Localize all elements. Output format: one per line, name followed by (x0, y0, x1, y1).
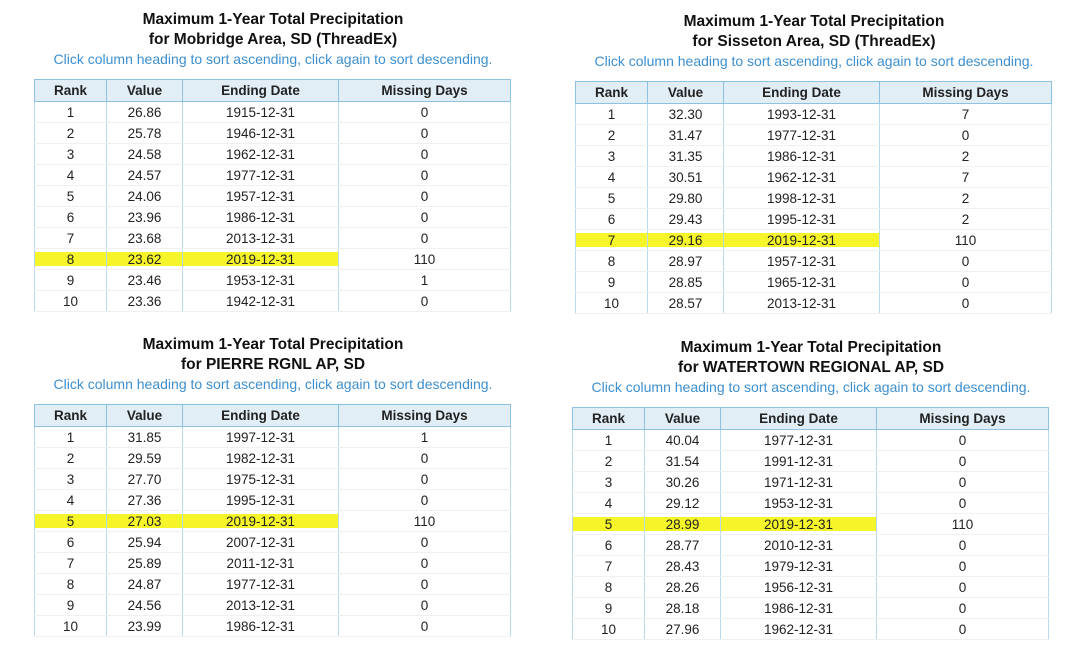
cell-missing-days: 0 (877, 577, 1049, 598)
cell-missing-days: 0 (877, 598, 1049, 619)
cell-ending-date: 1971-12-31 (721, 472, 877, 493)
ranking-table (575, 81, 1052, 314)
cell-value: 30.26 (645, 472, 721, 493)
column-header-missing-days[interactable]: Missing Days (880, 82, 1052, 104)
cell-missing-days: 0 (880, 251, 1052, 272)
cell-rank: 3 (576, 146, 648, 167)
cell-missing-days: 0 (339, 490, 511, 511)
cell-ending-date: 1957-12-31 (183, 186, 339, 207)
table-row (35, 532, 511, 553)
table-row (35, 165, 511, 186)
cell-rank: 9 (576, 272, 648, 293)
table-row (573, 556, 1049, 577)
cell-value: 27.36 (107, 490, 183, 511)
highlighted-row (573, 514, 1049, 535)
title-line-2: for Mobridge Area, SD (ThreadEx) (148, 31, 398, 48)
sort-hint: Click column heading to sort ascending, click again to sort descending. (591, 379, 1031, 395)
cell-missing-days: 0 (877, 535, 1049, 556)
cell-missing-days: 0 (880, 125, 1052, 146)
cell-missing-days: 0 (877, 430, 1049, 451)
cell-missing-days: 0 (339, 553, 511, 574)
cell-rank: 10 (576, 293, 648, 314)
cell-ending-date: 1998-12-31 (724, 188, 880, 209)
cell-ending-date: 2019-12-31 (724, 230, 880, 251)
cell-value: 23.99 (107, 616, 183, 637)
table-row (35, 228, 511, 249)
column-header-ending-date[interactable]: Ending Date (724, 82, 880, 104)
cell-ending-date: 1953-12-31 (721, 493, 877, 514)
cell-ending-date: 2019-12-31 (721, 514, 877, 535)
cell-value: 25.78 (107, 123, 183, 144)
table-row (573, 598, 1049, 619)
cell-value: 26.86 (107, 102, 183, 123)
cell-ending-date: 2010-12-31 (721, 535, 877, 556)
column-header-missing-days[interactable]: Missing Days (877, 408, 1049, 430)
cell-ending-date: 1962-12-31 (721, 619, 877, 640)
cell-ending-date: 1982-12-31 (183, 448, 339, 469)
cell-value: 31.85 (107, 427, 183, 448)
cell-value: 31.47 (648, 125, 724, 146)
panel-pierre (34, 335, 512, 637)
cell-value: 29.12 (645, 493, 721, 514)
cell-rank: 4 (573, 493, 645, 514)
sort-hint: Click column heading to sort ascending, click again to sort descending. (53, 51, 493, 67)
cell-value: 30.51 (648, 167, 724, 188)
cell-value: 24.58 (107, 144, 183, 165)
cell-value: 28.99 (645, 514, 721, 535)
cell-value: 29.16 (648, 230, 724, 251)
highlighted-row (35, 511, 511, 532)
cell-value: 28.77 (645, 535, 721, 556)
table-row (573, 535, 1049, 556)
cell-missing-days: 0 (339, 616, 511, 637)
cell-rank: 7 (573, 556, 645, 577)
cell-rank: 8 (35, 574, 107, 595)
cell-value: 25.89 (107, 553, 183, 574)
cell-value: 31.35 (648, 146, 724, 167)
cell-missing-days: 0 (339, 448, 511, 469)
cell-ending-date: 2019-12-31 (183, 249, 339, 270)
cell-value: 32.30 (648, 104, 724, 125)
cell-ending-date: 1942-12-31 (183, 291, 339, 312)
table-row (35, 595, 511, 616)
cell-rank: 6 (576, 209, 648, 230)
cell-ending-date: 1965-12-31 (724, 272, 880, 293)
cell-value: 29.80 (648, 188, 724, 209)
table-row (576, 167, 1052, 188)
column-header-ending-date[interactable]: Ending Date (721, 408, 877, 430)
cell-missing-days: 110 (339, 249, 511, 270)
cell-missing-days: 0 (339, 291, 511, 312)
table-row (576, 293, 1052, 314)
cell-rank: 8 (573, 577, 645, 598)
cell-rank: 8 (35, 249, 107, 270)
cell-missing-days: 1 (339, 270, 511, 291)
cell-missing-days: 2 (880, 188, 1052, 209)
table-row (576, 125, 1052, 146)
cell-missing-days: 110 (880, 230, 1052, 251)
cell-missing-days: 0 (339, 469, 511, 490)
table-row (35, 270, 511, 291)
cell-value: 28.26 (645, 577, 721, 598)
cell-missing-days: 0 (877, 472, 1049, 493)
cell-ending-date: 2013-12-31 (183, 595, 339, 616)
title-line-1: Maximum 1-Year Total Precipitation (142, 336, 404, 353)
cell-missing-days: 0 (339, 207, 511, 228)
cell-rank: 7 (576, 230, 648, 251)
title-line-2: for WATERTOWN REGIONAL AP, SD (677, 359, 945, 376)
cell-missing-days: 2 (880, 146, 1052, 167)
title-line-1: Maximum 1-Year Total Precipitation (680, 339, 942, 356)
cell-rank: 7 (35, 228, 107, 249)
table-row (35, 616, 511, 637)
cell-value: 28.85 (648, 272, 724, 293)
table-row (35, 207, 511, 228)
cell-rank: 9 (35, 595, 107, 616)
column-header-value[interactable]: Value (107, 80, 183, 102)
cell-rank: 10 (35, 291, 107, 312)
cell-ending-date: 1977-12-31 (724, 125, 880, 146)
cell-rank: 1 (35, 102, 107, 123)
cell-rank: 10 (573, 619, 645, 640)
cell-value: 27.70 (107, 469, 183, 490)
cell-rank: 2 (573, 451, 645, 472)
table-row (35, 102, 511, 123)
column-header-rank[interactable]: Rank (576, 82, 648, 104)
table-row (35, 427, 511, 448)
table-row (35, 574, 511, 595)
table-row (576, 146, 1052, 167)
cell-rank: 2 (35, 448, 107, 469)
table-header-row (35, 405, 511, 427)
cell-missing-days: 0 (339, 144, 511, 165)
cell-value: 23.62 (107, 249, 183, 270)
cell-ending-date: 1962-12-31 (183, 144, 339, 165)
cell-rank: 3 (35, 144, 107, 165)
column-header-ending-date[interactable]: Ending Date (183, 405, 339, 427)
table-header-row (576, 82, 1052, 104)
cell-rank: 4 (35, 490, 107, 511)
cell-rank: 6 (35, 207, 107, 228)
cell-ending-date: 1986-12-31 (183, 207, 339, 228)
panel-title (572, 338, 1050, 378)
cell-rank: 9 (35, 270, 107, 291)
cell-missing-days: 110 (877, 514, 1049, 535)
cell-missing-days: 0 (339, 123, 511, 144)
table-row (35, 553, 511, 574)
cell-value: 29.59 (107, 448, 183, 469)
panel-title (34, 10, 512, 50)
cell-rank: 10 (35, 616, 107, 637)
cell-ending-date: 1995-12-31 (183, 490, 339, 511)
cell-ending-date: 1977-12-31 (183, 165, 339, 186)
table-row (576, 209, 1052, 230)
cell-value: 24.06 (107, 186, 183, 207)
cell-missing-days: 0 (339, 574, 511, 595)
cell-missing-days: 0 (339, 186, 511, 207)
column-header-value[interactable]: Value (648, 82, 724, 104)
table-row (35, 144, 511, 165)
table-row (576, 251, 1052, 272)
cell-missing-days: 0 (877, 619, 1049, 640)
cell-missing-days: 1 (339, 427, 511, 448)
cell-rank: 5 (573, 514, 645, 535)
sort-hint: Click column heading to sort ascending, click again to sort descending. (594, 53, 1034, 69)
table-row (573, 430, 1049, 451)
column-header-missing-days[interactable]: Missing Days (339, 80, 511, 102)
title-line-1: Maximum 1-Year Total Precipitation (142, 11, 404, 28)
cell-rank: 1 (35, 427, 107, 448)
cell-ending-date: 2011-12-31 (183, 553, 339, 574)
cell-value: 23.96 (107, 207, 183, 228)
table-row (35, 469, 511, 490)
sort-hint: Click column heading to sort ascending, click again to sort descending. (53, 376, 493, 392)
column-header-value[interactable]: Value (645, 408, 721, 430)
cell-value: 28.18 (645, 598, 721, 619)
table-row (573, 619, 1049, 640)
panel-title (575, 12, 1053, 52)
cell-value: 28.57 (648, 293, 724, 314)
cell-rank: 5 (576, 188, 648, 209)
ranking-table (34, 79, 511, 312)
cell-missing-days: 110 (339, 511, 511, 532)
cell-missing-days: 7 (880, 104, 1052, 125)
ranking-table (572, 407, 1049, 640)
cell-value: 28.43 (645, 556, 721, 577)
cell-rank: 3 (35, 469, 107, 490)
column-header-missing-days[interactable]: Missing Days (339, 405, 511, 427)
cell-value: 29.43 (648, 209, 724, 230)
cell-rank: 6 (35, 532, 107, 553)
cell-ending-date: 1957-12-31 (724, 251, 880, 272)
cell-ending-date: 1979-12-31 (721, 556, 877, 577)
cell-value: 24.87 (107, 574, 183, 595)
cell-ending-date: 1977-12-31 (183, 574, 339, 595)
cell-ending-date: 1986-12-31 (721, 598, 877, 619)
table-row (576, 104, 1052, 125)
column-header-ending-date[interactable]: Ending Date (183, 80, 339, 102)
cell-ending-date: 1977-12-31 (721, 430, 877, 451)
cell-rank: 2 (576, 125, 648, 146)
cell-value: 31.54 (645, 451, 721, 472)
table-row (573, 451, 1049, 472)
cell-rank: 7 (35, 553, 107, 574)
cell-rank: 1 (576, 104, 648, 125)
cell-rank: 1 (573, 430, 645, 451)
cell-value: 27.96 (645, 619, 721, 640)
cell-rank: 4 (576, 167, 648, 188)
cell-value: 23.46 (107, 270, 183, 291)
column-header-rank[interactable]: Rank (573, 408, 645, 430)
table-row (573, 493, 1049, 514)
cell-ending-date: 1993-12-31 (724, 104, 880, 125)
title-line-2: for PIERRE RGNL AP, SD (180, 356, 366, 373)
cell-missing-days: 0 (877, 451, 1049, 472)
cell-value: 28.97 (648, 251, 724, 272)
cell-ending-date: 1995-12-31 (724, 209, 880, 230)
title-line-1: Maximum 1-Year Total Precipitation (683, 13, 945, 30)
table-row (35, 448, 511, 469)
cell-missing-days: 7 (880, 167, 1052, 188)
column-header-rank[interactable]: Rank (35, 405, 107, 427)
cell-rank: 2 (35, 123, 107, 144)
cell-rank: 4 (35, 165, 107, 186)
title-line-2: for Sisseton Area, SD (ThreadEx) (692, 33, 936, 50)
cell-ending-date: 1953-12-31 (183, 270, 339, 291)
cell-rank: 8 (576, 251, 648, 272)
cell-missing-days: 0 (877, 556, 1049, 577)
cell-ending-date: 1915-12-31 (183, 102, 339, 123)
table-row (35, 123, 511, 144)
cell-value: 25.94 (107, 532, 183, 553)
cell-rank: 6 (573, 535, 645, 556)
cell-ending-date: 2019-12-31 (183, 511, 339, 532)
cell-missing-days: 0 (880, 293, 1052, 314)
cell-ending-date: 1997-12-31 (183, 427, 339, 448)
table-row (35, 186, 511, 207)
table-row (35, 490, 511, 511)
column-header-value[interactable]: Value (107, 405, 183, 427)
table-row (573, 577, 1049, 598)
cell-value: 27.03 (107, 511, 183, 532)
table-row (35, 291, 511, 312)
cell-value: 40.04 (645, 430, 721, 451)
cell-rank: 9 (573, 598, 645, 619)
table-row (576, 188, 1052, 209)
cell-ending-date: 1962-12-31 (724, 167, 880, 188)
cell-value: 23.36 (107, 291, 183, 312)
cell-ending-date: 1975-12-31 (183, 469, 339, 490)
cell-ending-date: 1956-12-31 (721, 577, 877, 598)
panel-title (34, 335, 512, 375)
highlighted-row (576, 230, 1052, 251)
cell-value: 23.68 (107, 228, 183, 249)
highlighted-row (35, 249, 511, 270)
cell-ending-date: 2007-12-31 (183, 532, 339, 553)
cell-missing-days: 0 (339, 595, 511, 616)
column-header-rank[interactable]: Rank (35, 80, 107, 102)
panel-watertown (572, 338, 1050, 640)
cell-missing-days: 0 (880, 272, 1052, 293)
cell-ending-date: 2013-12-31 (183, 228, 339, 249)
cell-missing-days: 0 (339, 228, 511, 249)
cell-rank: 5 (35, 511, 107, 532)
table-header-row (35, 80, 511, 102)
ranking-table (34, 404, 511, 637)
cell-missing-days: 0 (339, 102, 511, 123)
table-row (576, 272, 1052, 293)
cell-ending-date: 1986-12-31 (183, 616, 339, 637)
cell-missing-days: 2 (880, 209, 1052, 230)
cell-ending-date: 1991-12-31 (721, 451, 877, 472)
panel-sisseton (575, 12, 1053, 314)
panel-mobridge (34, 10, 512, 312)
cell-ending-date: 1986-12-31 (724, 146, 880, 167)
cell-missing-days: 0 (339, 532, 511, 553)
cell-rank: 5 (35, 186, 107, 207)
cell-value: 24.57 (107, 165, 183, 186)
table-header-row (573, 408, 1049, 430)
cell-missing-days: 0 (339, 165, 511, 186)
cell-value: 24.56 (107, 595, 183, 616)
cell-missing-days: 0 (877, 493, 1049, 514)
table-row (573, 472, 1049, 493)
cell-ending-date: 1946-12-31 (183, 123, 339, 144)
cell-rank: 3 (573, 472, 645, 493)
cell-ending-date: 2013-12-31 (724, 293, 880, 314)
